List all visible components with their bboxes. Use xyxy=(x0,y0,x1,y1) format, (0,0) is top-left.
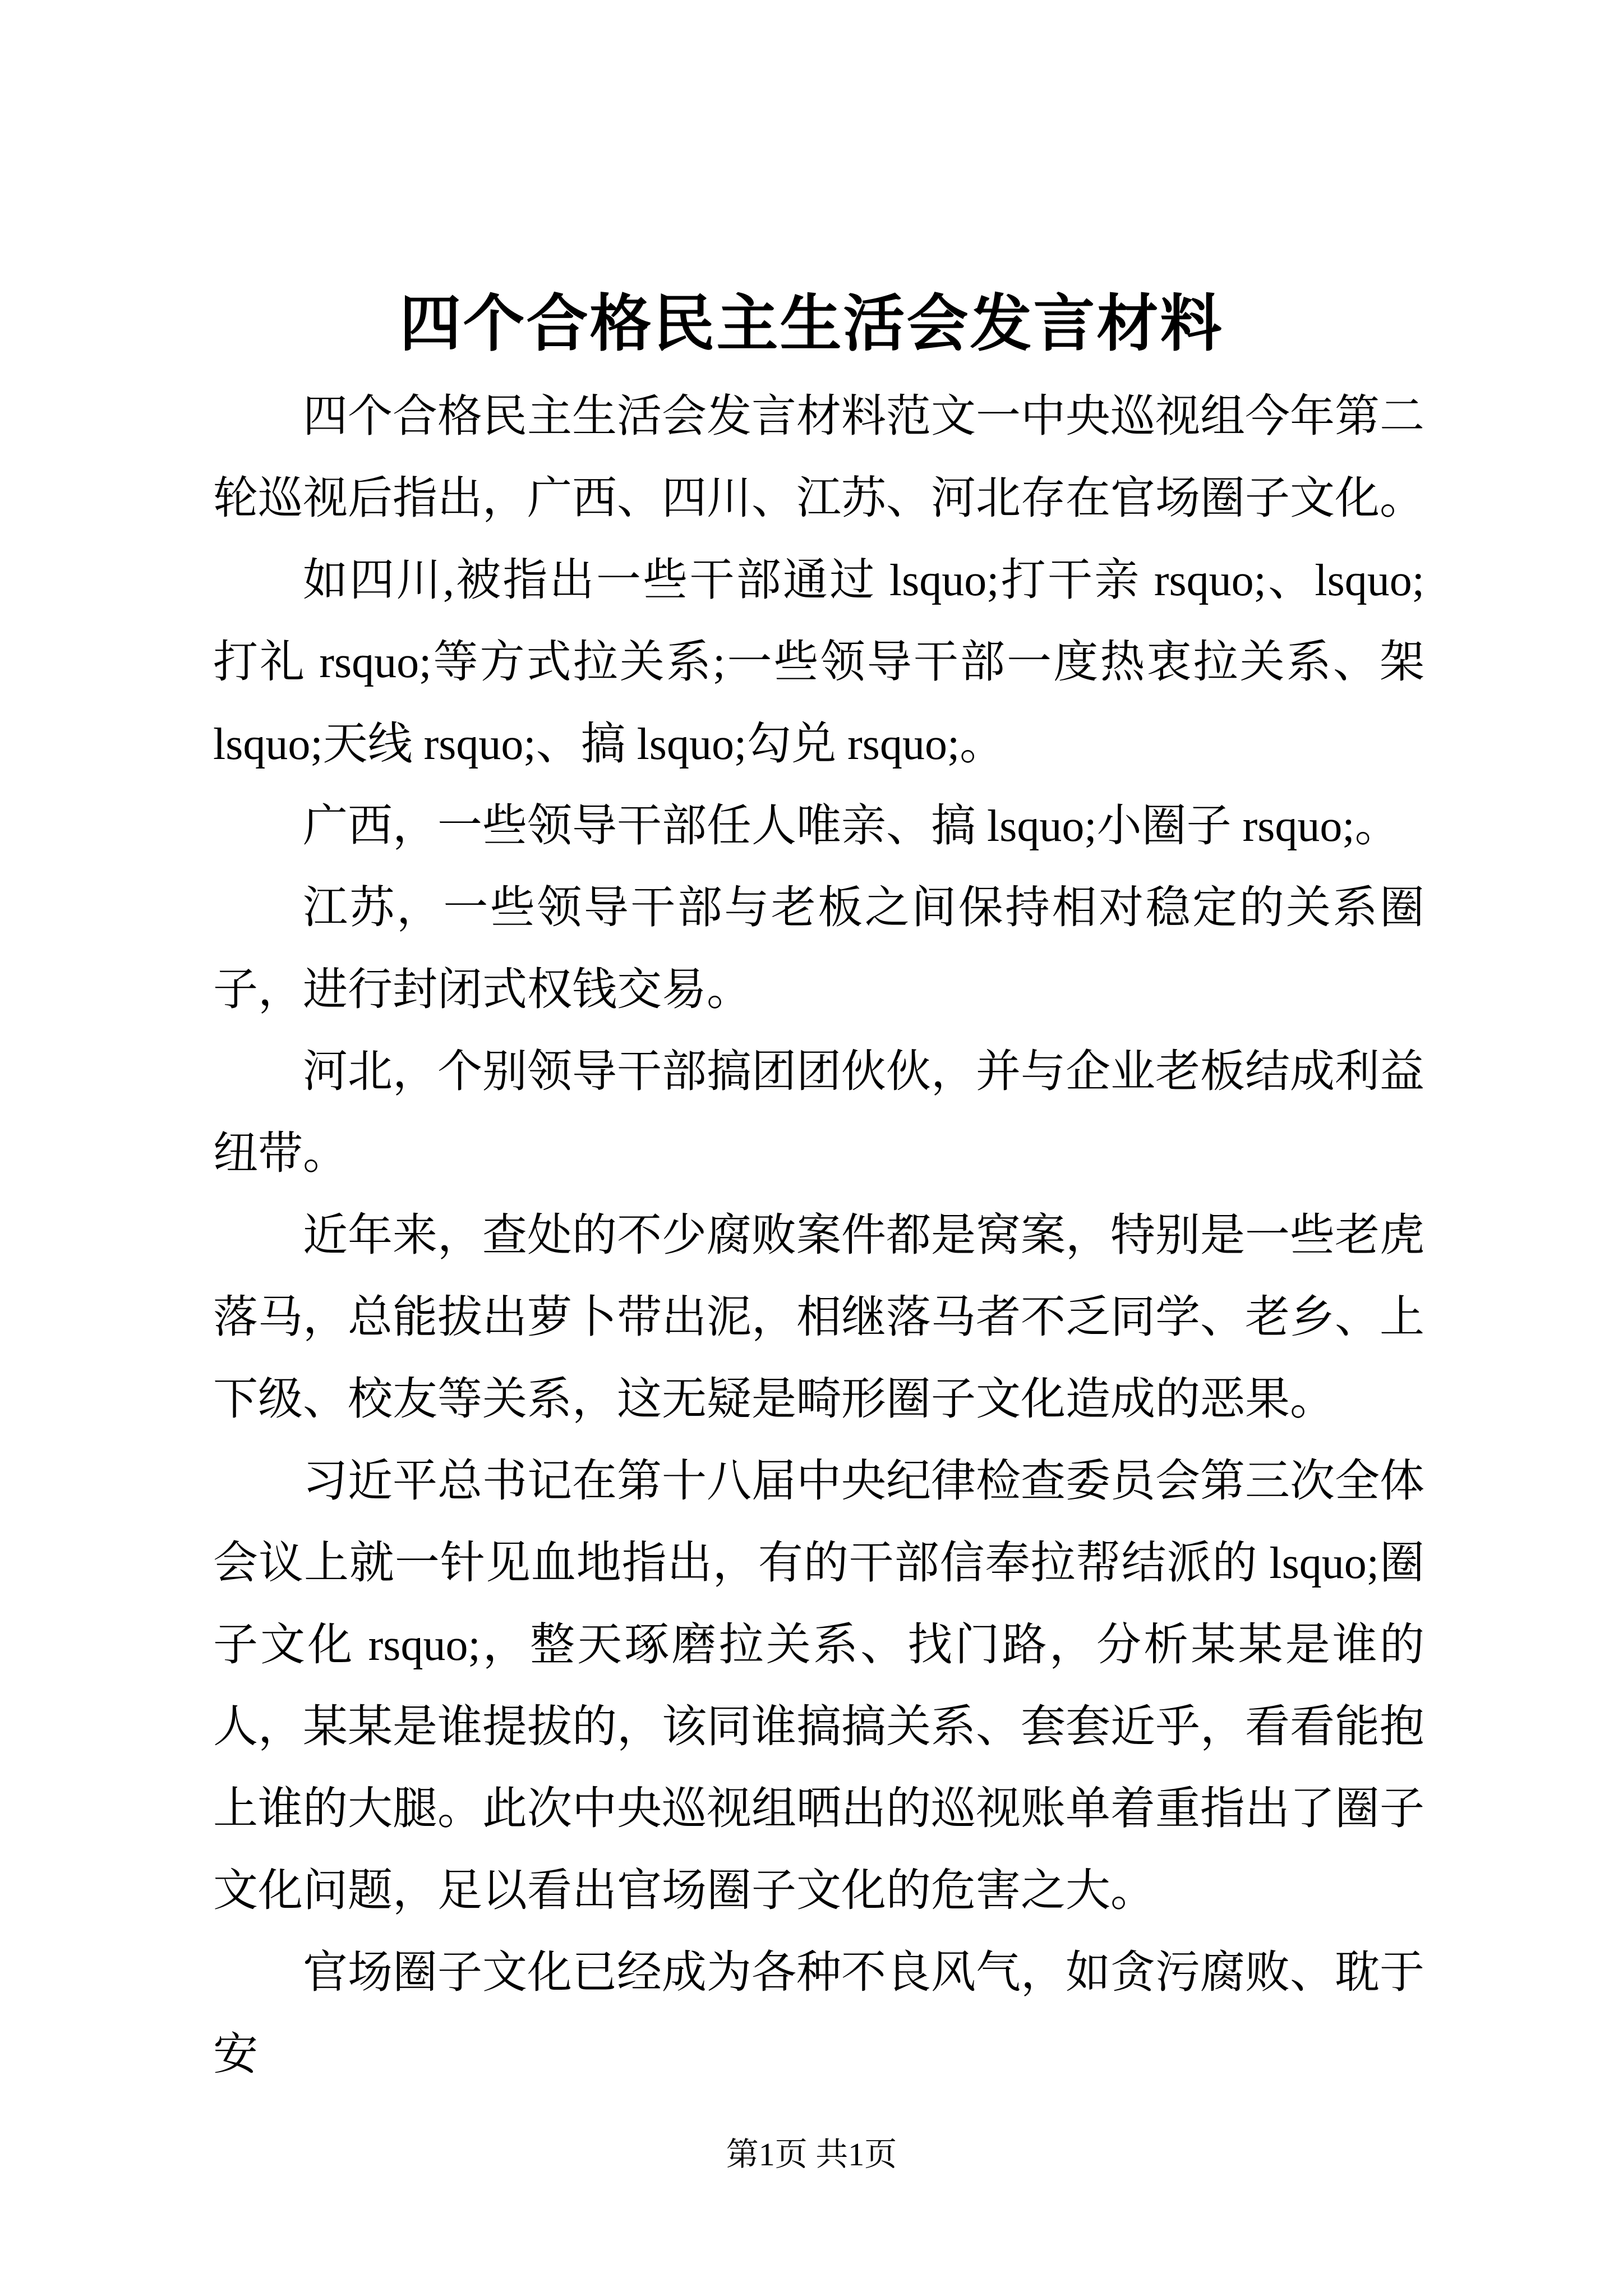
paragraph: 如四川,被指出一些干部通过 lsquo;打干亲 rsquo;、lsquo;打礼 rsquo;等方式拉关系;一些领导干部一度热衷拉关系、架 lsquo;天线 rsquo;、搞 lsquo;勾兑 rsquo;。 xyxy=(213,556,1424,769)
page-title: 四个合格民主生活会发言材料 xyxy=(399,290,1224,358)
paragraph: 习近平总书记在第十八届中央纪律检查委员会第三次全体会议上就一针见血地指出，有的干部信奉拉帮结派的 lsquo;圈子文化 rsquo;，整天琢磨拉关系、找门路，分析某某是谁的人，某某是谁提拔的，该同谁搞搞关系、套套近乎，看看能抱上谁的大腿。此次中央巡视组晒出的巡视账单着重指出了圈子文化问题，足以看出官场圈子文化的危害之大。 xyxy=(213,1457,1424,1916)
paragraph: 官场圈子文化已经成为各种不良风气，如贪污腐败、耽于安 xyxy=(213,1948,1424,2079)
paragraph: 四个合格民主生活会发言材料范文一中央巡视组今年第二轮巡视后指出，广西、四川、江苏、河北存在官场圈子文化。 xyxy=(213,392,1424,523)
paragraph: 近年来，查处的不少腐败案件都是窝案，特别是一些老虎落马，总能拔出萝卜带出泥，相继落马者不乏同学、老乡、上下级、校友等关系，这无疑是畸形圈子文化造成的恶果。 xyxy=(213,1211,1424,1424)
page-number-footer: 第1页 共1页 xyxy=(726,2136,897,2173)
document-body xyxy=(213,376,1424,2096)
paragraph: 广西，一些领导干部任人唯亲、搞 lsquo;小圈子 rsquo;。 xyxy=(303,802,1400,851)
paragraph: 河北，个别领导干部搞团团伙伙，并与企业老板结成利益纽带。 xyxy=(213,1047,1424,1179)
paragraph: 江苏，一些领导干部与老板之间保持相对稳定的关系圈子，进行封闭式权钱交易。 xyxy=(213,884,1424,1015)
